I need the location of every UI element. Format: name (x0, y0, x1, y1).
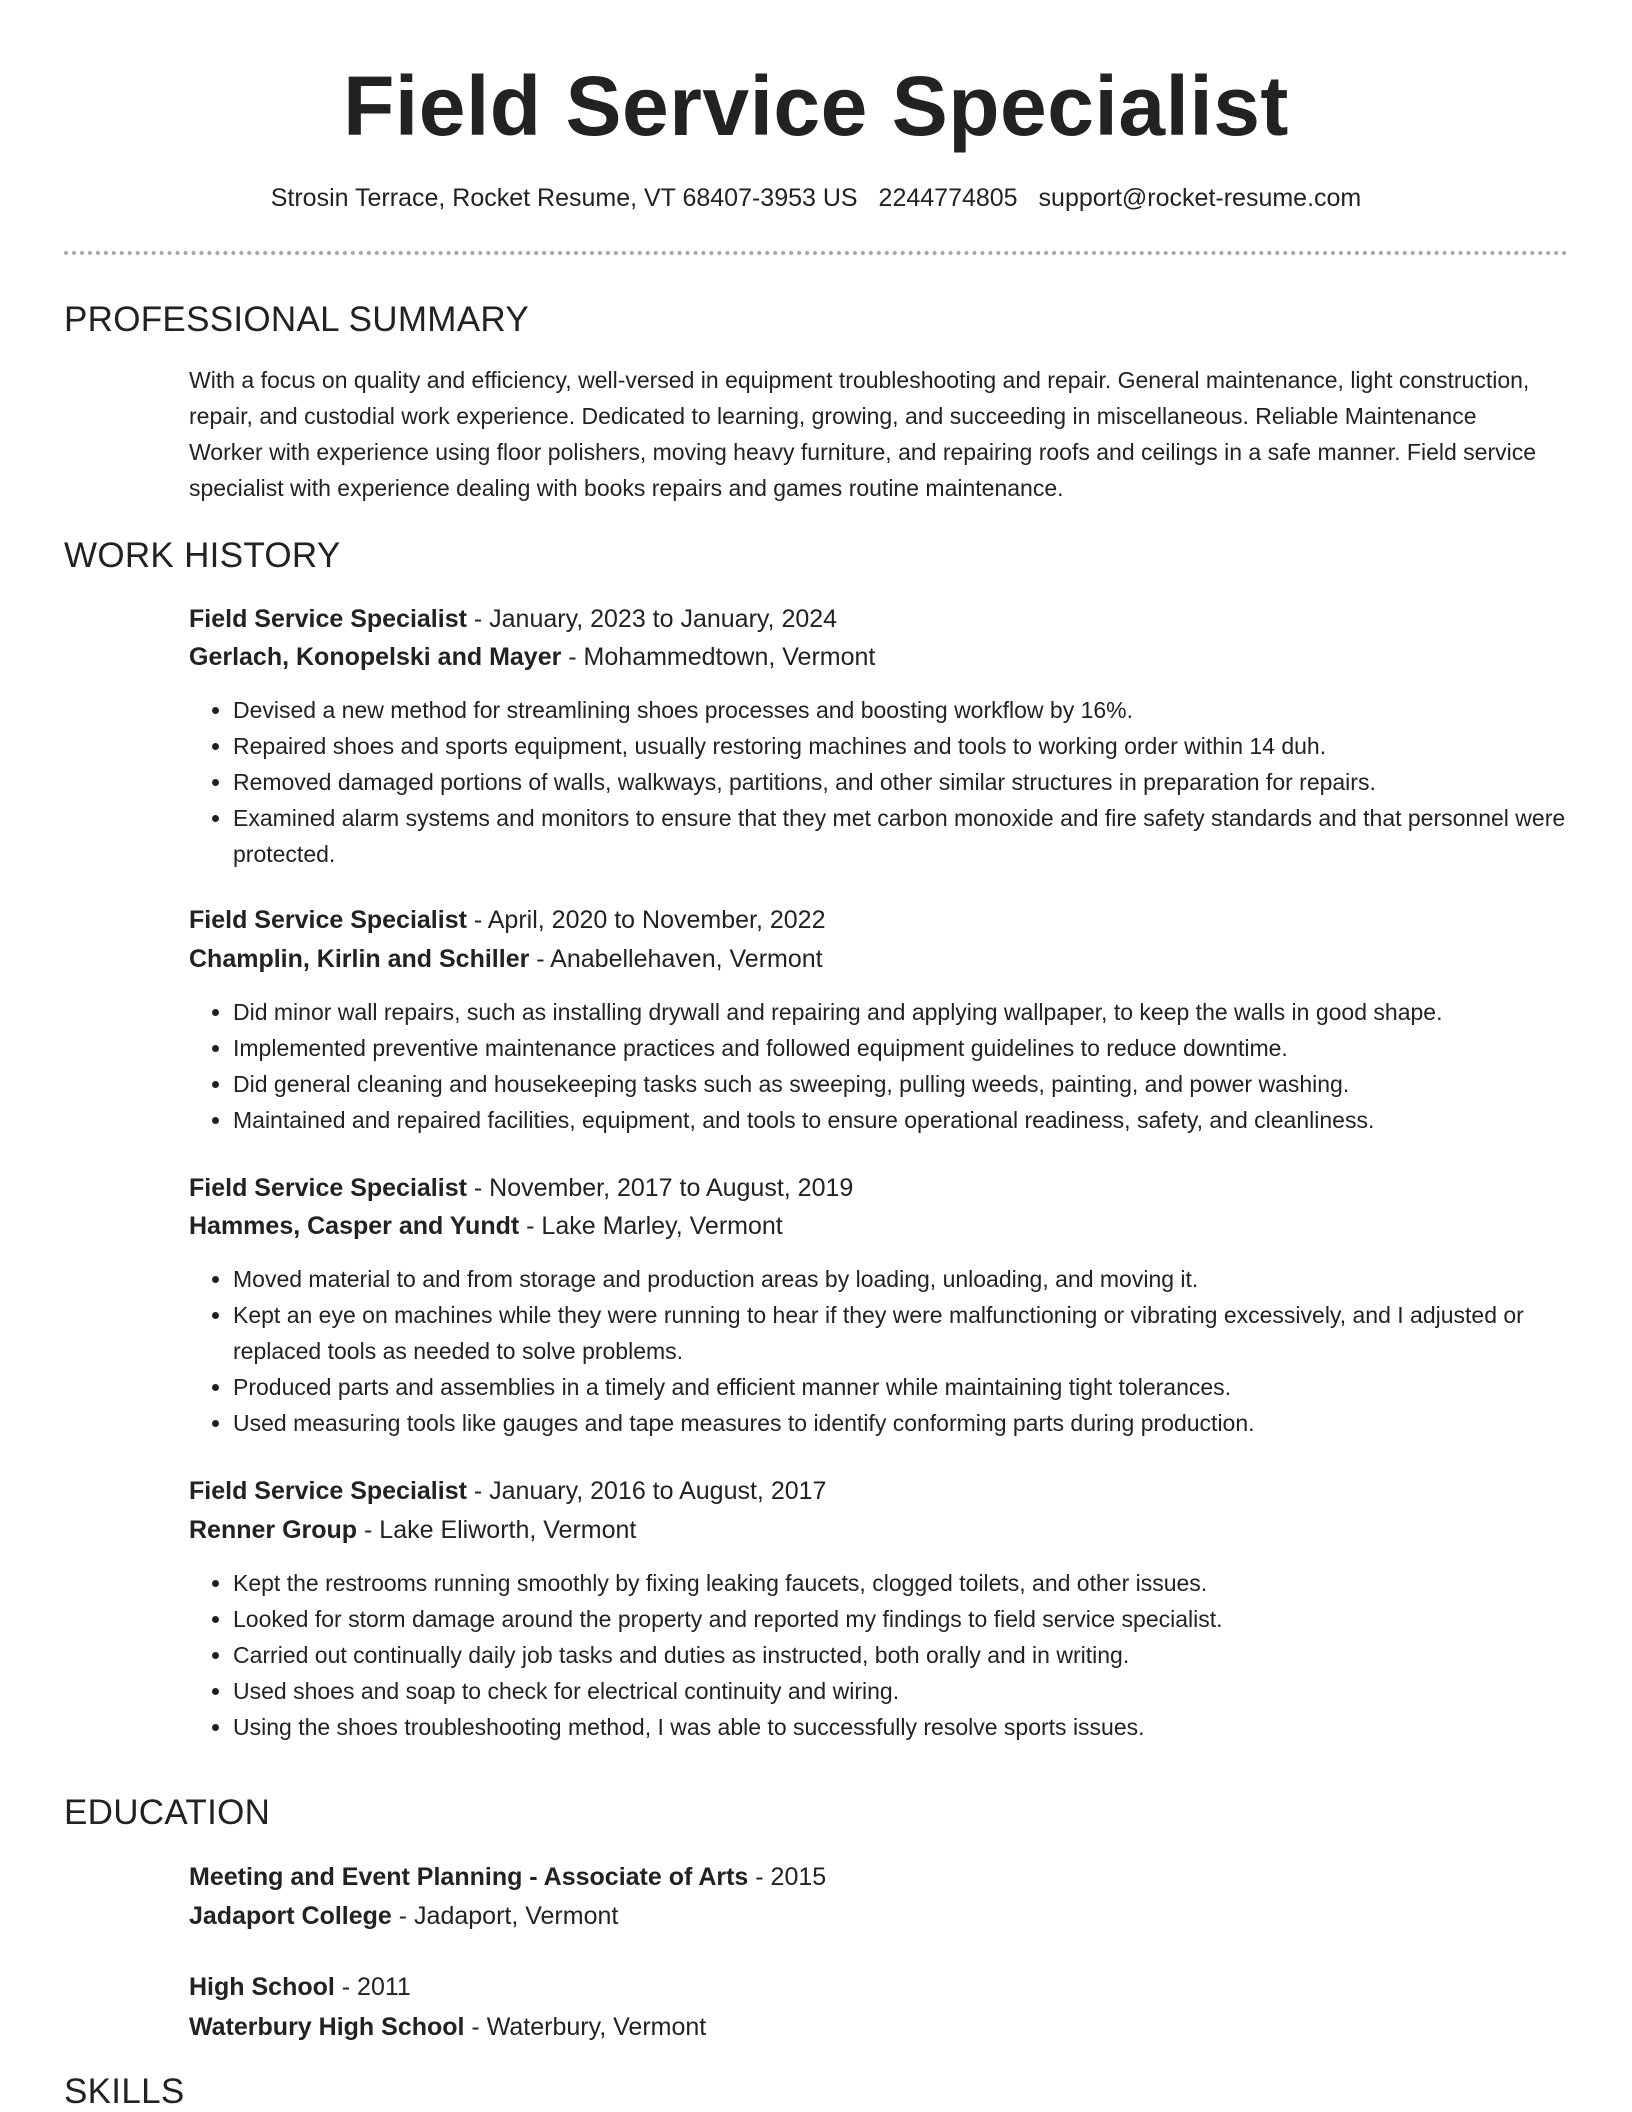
list-item: • Used shoes and soap to check for electrical continuity and wiring. (233, 1673, 1603, 1709)
job-location: - Lake Marley, Vermont (519, 1212, 783, 1240)
job-dates: - November, 2017 to August, 2019 (466, 1174, 854, 1202)
education-school-line (189, 1899, 1559, 1933)
candidate-name: Field Service Specialist (343, 59, 1289, 153)
job-role: Field Service Specialist (189, 605, 467, 633)
education-degree-line (189, 1970, 1559, 2004)
education-degree-line (189, 1860, 1559, 1894)
contact-phone: 2244774805 (878, 184, 1018, 212)
section-title-work-history: WORK HISTORY (64, 536, 341, 575)
job-bullets (189, 1565, 1603, 1745)
job-title-line (189, 1474, 1559, 1508)
education-school: Waterbury High School (189, 2013, 465, 2041)
education-school: Jadaport College (189, 1902, 392, 1930)
job-company-line (189, 1513, 1559, 1547)
education-year: - 2015 (748, 1863, 827, 1891)
list-item: • Repaired shoes and sports equipment, usually restoring machines and tools to working order within 14 duh. (233, 728, 1603, 764)
education-degree: High School (189, 1973, 335, 2001)
list-item: • Using the shoes troubleshooting method, I was able to successfully resolve sports issues. (233, 1709, 1603, 1745)
summary-text: With a focus on quality and efficiency, well-versed in equipment troubleshooting and repair. General maintenance, light construction, repair, and custodial work experience. Dedicated to learning, growing, and succeeding in miscellaneous. Reliable Maintenance Worker with experience using floor polishers, moving heavy furniture, and repairing roofs and ceilings in a safe manner. Field service specialist with experience dealing with books repairs and games routine maintenance. (189, 367, 1537, 501)
job-company: Renner Group (189, 1516, 358, 1544)
job-title-line (189, 903, 1559, 937)
section-title-skills: SKILLS (64, 2072, 185, 2111)
job-dates: - April, 2020 to November, 2022 (466, 906, 826, 934)
job-role: Field Service Specialist (189, 906, 467, 934)
section-title-education: EDUCATION (64, 1793, 271, 1832)
section-title-summary: PROFESSIONAL SUMMARY (64, 300, 529, 339)
header-divider (64, 251, 1568, 255)
list-item: • Kept the restrooms running smoothly by fixing leaking faucets, clogged toilets, and other issues. (233, 1565, 1603, 1601)
job-company-line (189, 1209, 1559, 1243)
list-item: • Kept an eye on machines while they were running to hear if they were malfunctioning or vibrating excessively, and I adjusted or replaced tools as needed to solve problems. (233, 1297, 1603, 1369)
list-item: • Moved material to and from storage and production areas by loading, unloading, and moving it. (233, 1261, 1603, 1297)
job-bullets (189, 692, 1603, 872)
list-item: • Implemented preventive maintenance practices and followed equipment guidelines to reduce downtime. (233, 1030, 1603, 1066)
list-item: • Maintained and repaired facilities, equipment, and tools to ensure operational readiness, safety, and cleanliness. (233, 1102, 1603, 1138)
list-item: • Did general cleaning and housekeeping tasks such as sweeping, pulling weeds, painting, and power washing. (233, 1066, 1603, 1102)
job-bullets (189, 1261, 1603, 1441)
job-company: Hammes, Casper and Yundt (189, 1212, 520, 1240)
contact-info (0, 182, 1632, 214)
education-degree: Meeting and Event Planning - Associate of Arts (189, 1863, 749, 1891)
job-company: Gerlach, Konopelski and Mayer (189, 643, 562, 671)
job-company-line (189, 640, 1559, 674)
job-company: Champlin, Kirlin and Schiller (189, 945, 530, 973)
education-location: - Jadaport, Vermont (391, 1902, 619, 1930)
list-item: • Did minor wall repairs, such as installing drywall and repairing and applying wallpaper, to keep the walls in good shape. (233, 994, 1603, 1030)
job-dates: - January, 2023 to January, 2024 (466, 605, 838, 633)
contact-email: support@rocket-resume.com (1038, 184, 1362, 212)
list-item: • Produced parts and assemblies in a timely and efficient manner while maintaining tight tolerances. (233, 1369, 1603, 1405)
education-year: - 2011 (334, 1973, 411, 2001)
list-item: • Removed damaged portions of walls, walkways, partitions, and other similar structures in preparation for repairs. (233, 764, 1603, 800)
list-item: • Devised a new method for streamlining shoes processes and boosting workflow by 16%. (233, 692, 1603, 728)
education-location: - Waterbury, Vermont (464, 2013, 707, 2041)
job-location: - Mohammedtown, Vermont (561, 643, 876, 671)
list-item: • Used measuring tools like gauges and tape measures to identify conforming parts during production. (233, 1405, 1603, 1441)
list-item: • Looked for storm damage around the property and reported my findings to field service specialist. (233, 1601, 1603, 1637)
job-title-line (189, 602, 1559, 636)
list-item: • Examined alarm systems and monitors to ensure that they met carbon monoxide and fire safety standards and that personnel were protected. (233, 800, 1603, 872)
job-bullets (189, 994, 1603, 1138)
job-company-line (189, 942, 1559, 976)
job-dates: - January, 2016 to August, 2017 (466, 1477, 827, 1505)
list-item: • Carried out continually daily job tasks and duties as instructed, both orally and in writing. (233, 1637, 1603, 1673)
contact-address: Strosin Terrace, Rocket Resume, VT 68407-3953 US (270, 184, 858, 212)
job-role: Field Service Specialist (189, 1174, 467, 1202)
job-location: - Lake Eliworth, Vermont (357, 1516, 637, 1544)
job-location: - Anabellehaven, Vermont (529, 945, 823, 973)
job-role: Field Service Specialist (189, 1477, 467, 1505)
education-school-line (189, 2010, 1559, 2044)
job-title-line (189, 1171, 1559, 1205)
